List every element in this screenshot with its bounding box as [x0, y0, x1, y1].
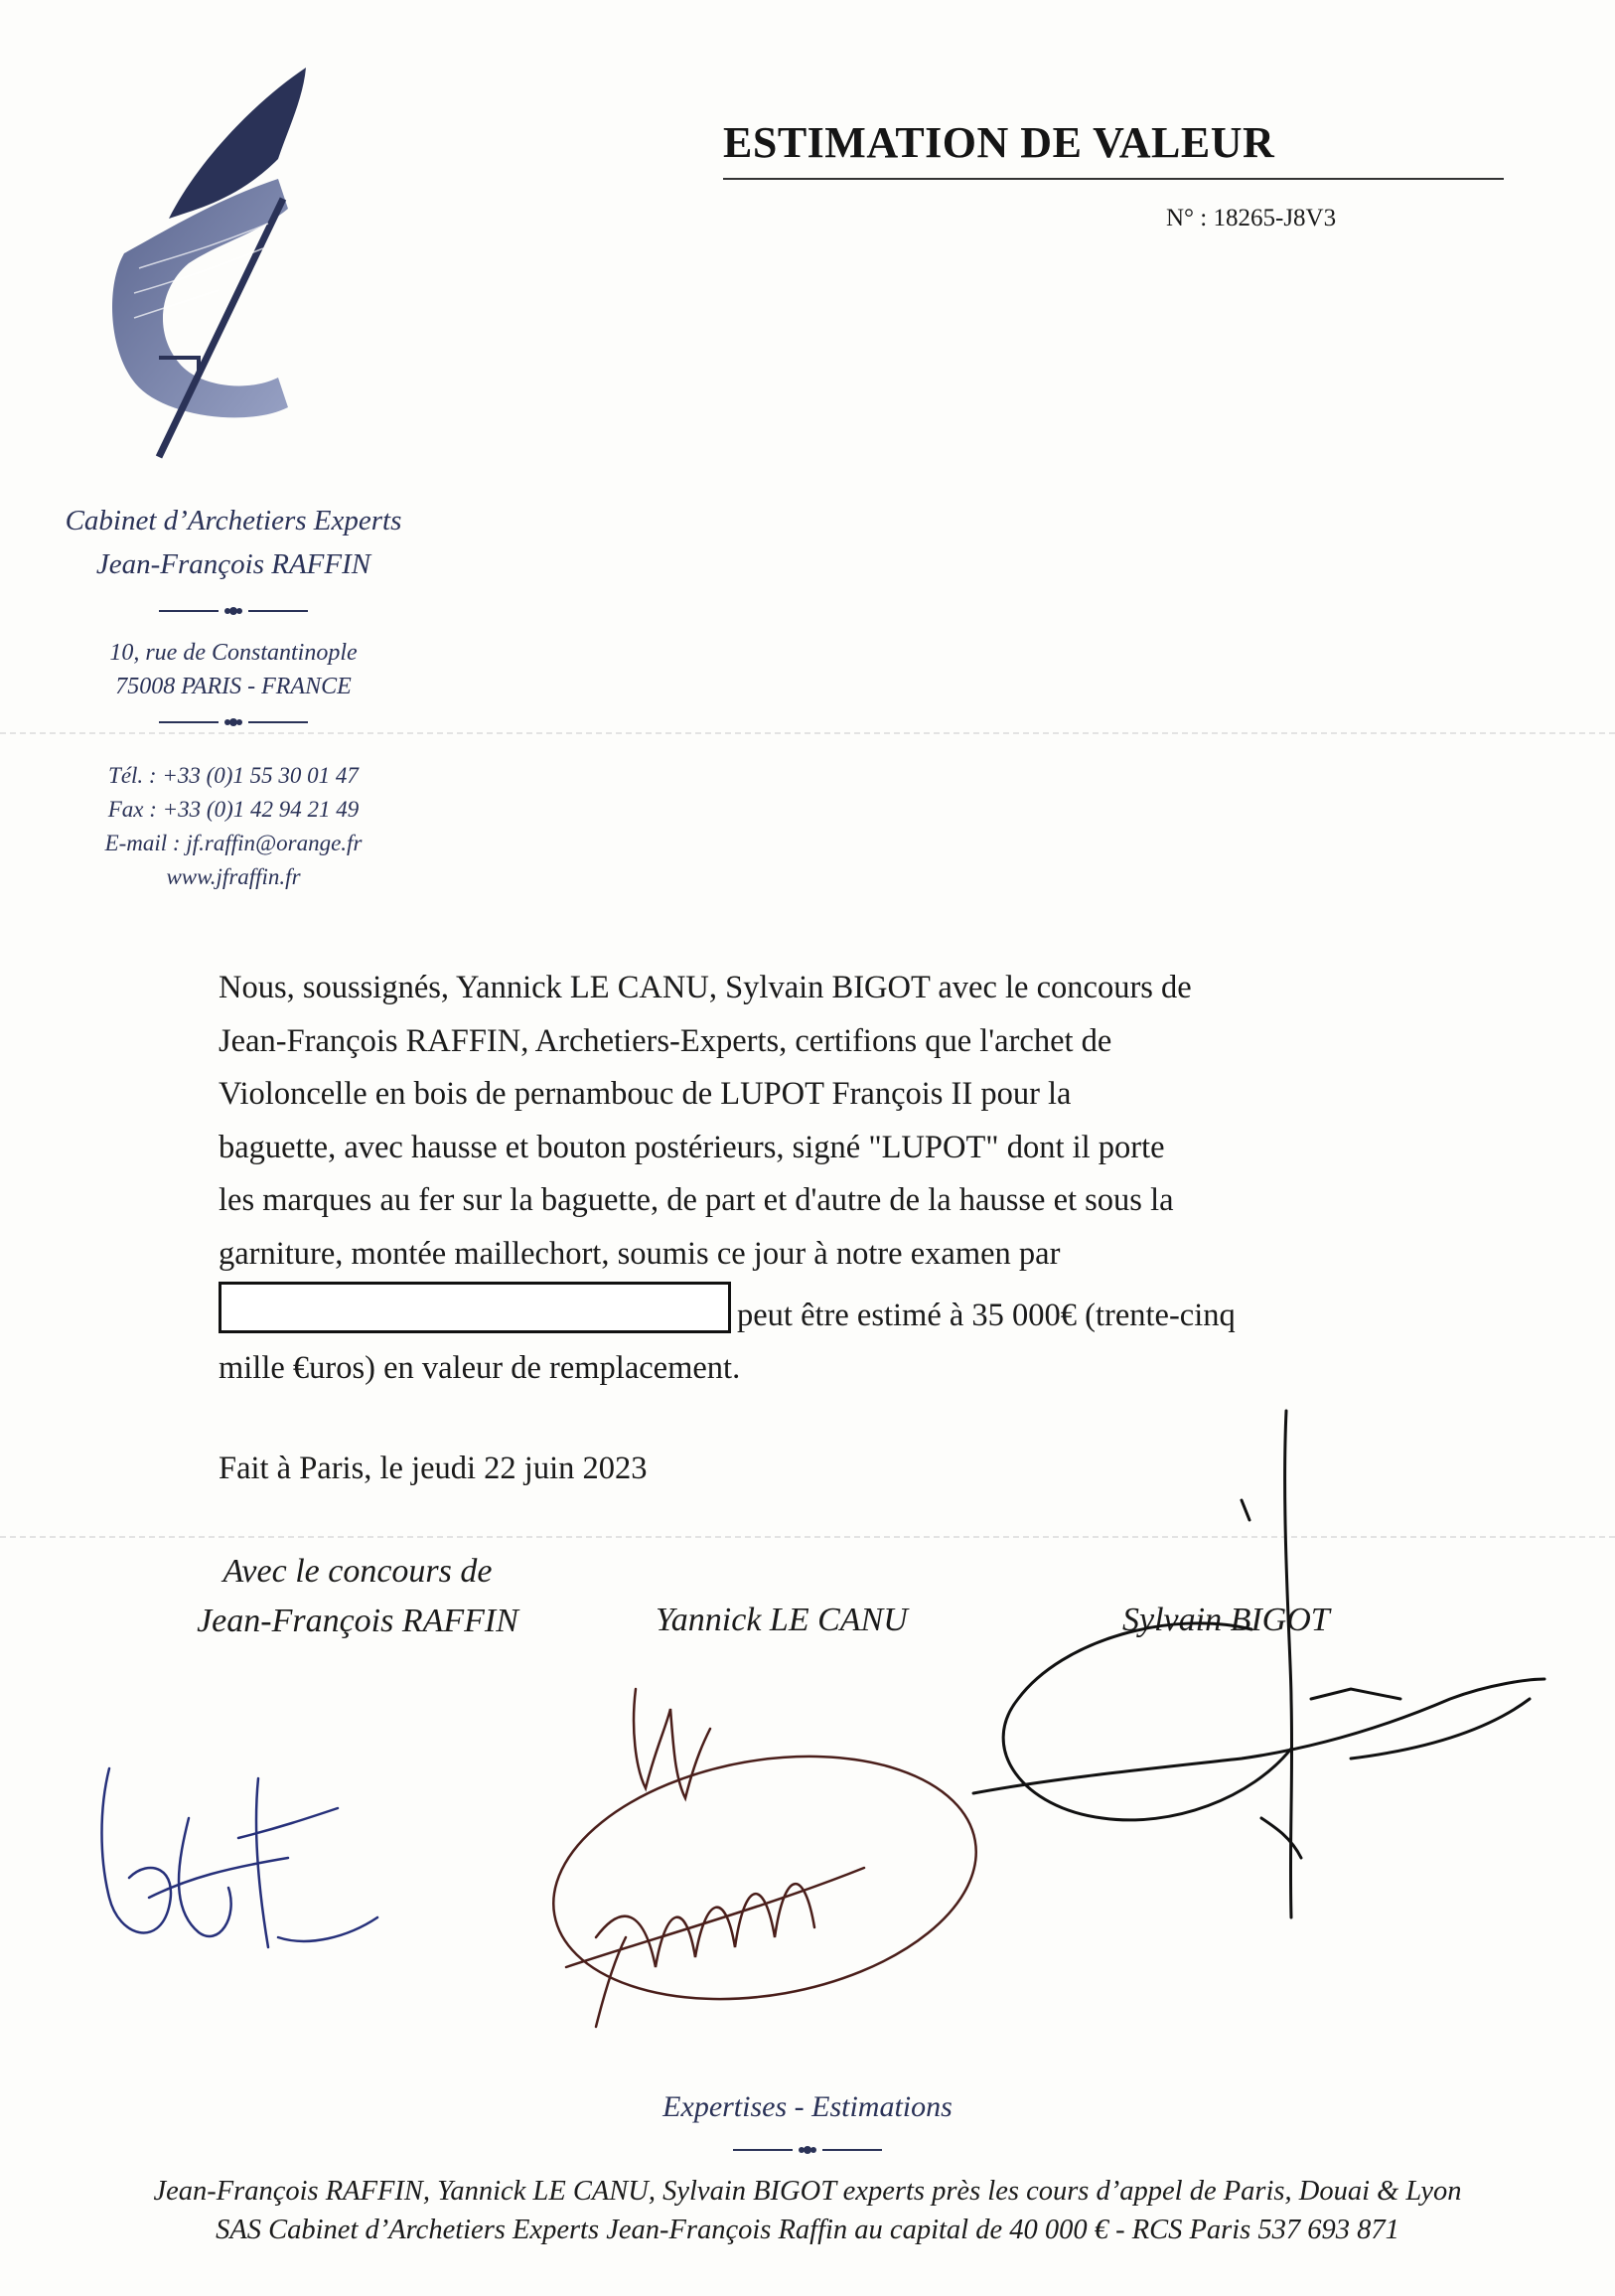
signature-raffin — [89, 1749, 387, 1967]
website-link[interactable]: www.jfraffin.fr — [166, 864, 301, 889]
body-line — [219, 1282, 1381, 1343]
title-underline — [723, 178, 1504, 180]
firm-owner: Jean-François RAFFIN — [95, 548, 371, 580]
fax: Fax : +33 (0)1 42 94 21 49 — [107, 797, 360, 822]
body-line: mille €uros) en valeur de remplacement. — [219, 1350, 741, 1387]
divider-ornament — [728, 2138, 887, 2162]
assistance-label — [109, 1547, 606, 1646]
footer-experts: Jean-François RAFFIN, Yannick LE CANU, Sylvain BIGOT experts près les cours d’appel de Paris, Douai & Lyon — [153, 2176, 1462, 2207]
divider-ornament — [154, 707, 313, 737]
body-line-text: peut être estimé à 35 000€ (trente-cinq — [737, 1297, 1236, 1333]
reference-number: N° : 18265-J8V3 — [1166, 205, 1337, 231]
firm-logo — [99, 60, 308, 477]
address-street: 10, rue de Constantinople — [109, 640, 358, 666]
document-title: ESTIMATION DE VALEUR — [723, 118, 1275, 167]
divider-ornament — [154, 596, 313, 626]
certificate-body — [219, 962, 1381, 1396]
signature-bigot — [934, 1401, 1559, 1957]
place-date: Fait à Paris, le jeudi 22 juin 2023 — [219, 1451, 648, 1486]
body-line: les marques au fer sur la baguette, de part et d'autre de la hausse et sous la — [219, 1182, 1174, 1219]
body-line: Jean-François RAFFIN, Archetiers-Experts, certifions que l'archet de — [219, 1022, 1112, 1059]
assistance-label-line: Avec le concours de — [222, 1553, 493, 1590]
email-link[interactable]: E-mail : jf.raffin@orange.fr — [104, 831, 363, 855]
body-line: baguette, avec hausse et bouton postérieurs, signé "LUPOT" dont il porte — [219, 1129, 1165, 1165]
body-line: Violoncelle en bois de pernambouc de LUPOT François II pour la — [219, 1076, 1072, 1113]
footer-legal: SAS Cabinet d’Archetiers Experts Jean-François Raffin au capital de 40 000 € - RCS Paris 537 693 871 — [216, 2215, 1399, 2245]
redacted-owner-name — [219, 1282, 731, 1333]
assistance-label-line: Jean-François RAFFIN — [197, 1603, 518, 1639]
sender-block — [20, 499, 447, 894]
body-line: Nous, soussignés, Yannick LE CANU, Sylvain BIGOT avec le concours de — [219, 970, 1192, 1005]
body-line: garniture, montée maillechort, soumis ce jour à notre examen par — [219, 1235, 1061, 1272]
footer-tagline: Expertises - Estimations — [662, 2090, 953, 2123]
signer-name: Yannick LE CANU — [656, 1602, 908, 1638]
phone: Tél. : +33 (0)1 55 30 01 47 — [108, 763, 359, 788]
address-city: 75008 PARIS - FRANCE — [115, 674, 352, 699]
firm-name: Cabinet d’Archetiers Experts — [65, 505, 402, 536]
signer-name: Sylvain BIGOT — [1122, 1602, 1330, 1638]
